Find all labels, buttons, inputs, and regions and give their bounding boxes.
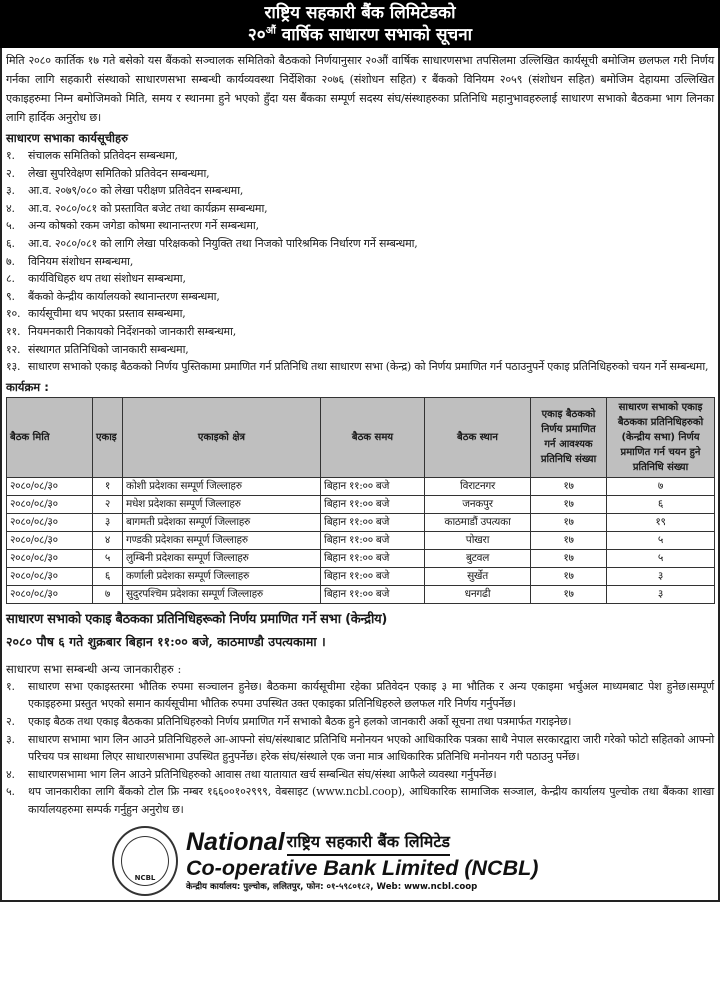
col-header-unit: एकाइ [93, 397, 123, 477]
cell-required-reps: १७ [531, 513, 607, 531]
header-title-line2 [0, 24, 720, 46]
agenda-item [6, 341, 714, 359]
col-header-time: बैठक समय [321, 397, 425, 477]
other-info-item [6, 713, 714, 731]
brand-english-name: Co-operative Bank Limited (NCBL) [186, 856, 539, 881]
logo-inner-ring [121, 836, 169, 886]
table-row [7, 585, 715, 603]
other-info-item-number: ४. [6, 767, 15, 781]
cell-time: बिहान ११:०० बजे [321, 567, 425, 585]
other-info-item-text: साधारणसभामा भाग लिन आउने प्रतिनिधिहरुको आवास तथा यातायात खर्च सम्बन्धित संघ/संस्था आफैले व्यवस्था गर्नुपर्नेछ। [28, 767, 497, 781]
schedule-header-row [7, 397, 715, 477]
cell-unit: ५ [93, 549, 123, 567]
agenda-item [6, 165, 714, 183]
cell-region: लुम्बिनी प्रदेशका सम्पूर्ण जिल्लाहरु [123, 549, 321, 567]
cell-time: बिहान ११:०० बजे [321, 495, 425, 513]
agenda-item [6, 323, 714, 341]
agenda-item [6, 270, 714, 288]
agenda-item [6, 235, 714, 253]
agenda-item-number: १३. [6, 360, 21, 374]
col-header-date: बैठक मिति [7, 397, 93, 477]
header-anniversary-number: २० [247, 25, 266, 45]
other-info-item-text: साधारण सभामा भाग लिन आउने प्रतिनिधिहरुले आ-आफ्नो संघ/संस्थाबाट प्रतिनिधि मनोनयन भएको आधिकारिक पत्रका साथै नेपाल सरकारद्वारा जारी गरेको फोटो सहितको आफ्नो परिचय पत्र साथमा लिएर साधारणसभामा उपस्थित हुनुपर्नेछ। हरेक संघ/संस्थाले एक जना मात्र आधिकारिक प्रतिनिधि मनोनयन गरी पठाउनु पर्नेछ। [28, 732, 714, 764]
col-header-region: एकाइको क्षेत्र [123, 397, 321, 477]
cell-selected-reps: ५ [607, 549, 715, 567]
other-info-list [6, 678, 714, 819]
notice-frame [0, 48, 720, 902]
cell-unit: ६ [93, 567, 123, 585]
brand-national: National [186, 828, 285, 857]
agenda-item [6, 358, 714, 376]
cell-date: २०८०/०८/३० [7, 495, 93, 513]
agenda-item-number: ४. [6, 201, 15, 215]
cell-time: बिहान ११:०० बजे [321, 549, 425, 567]
intro-paragraph: मिति २०८० कार्तिक १७ गते बसेको यस बैंकको सञ्चालक समितिको बैठकको निर्णयानुसार २०औं वार्षिक साधारणसभा तपसिलमा उल्लिखित कार्यसूची बमोजिम छलफल गरी निर्णय गर्नका लागि सहकारी संस्थाको साधारणसभा सम्बन्धी कार्यव्यवस्था निर्देशिका २०७६ (संशोधन सहित) र बैंकको विनियम २०५९ (संशोधन सहित) बमोजिम देहायमा उल्लिखित एकाइहरुमा निम्न बमोजिमको मिति, समय र स्थानमा हुने भएको हुँदा यस बैंकका सम्पूर्ण सदस्य संघ/संस्थाहरुका प्रतिनिधि महानुभावहरुलाई साधारण सभाको बैठकमा भाग लिनका लागि हार्दिक अनुरोध छ। [6, 54, 714, 124]
cell-region: कर्णाली प्रदेशका सम्पूर्ण जिल्लाहरु [123, 567, 321, 585]
agenda-item [6, 200, 714, 218]
cell-venue: विराटनगर [425, 477, 531, 495]
central-meeting-datetime: २०८० पौष ६ गते शुक्रबार बिहान ११:०० बजे, काठमाण्डौ उपत्यकामा । [6, 633, 326, 649]
brand-address: केन्द्रीय कार्यालय: पुल्चोक, ललितपुर, फोन: ०१-५९८०१८२, Web: www.ncbl.coop [186, 882, 478, 893]
agenda-item-number: ५. [6, 219, 15, 233]
cell-region: गण्डकी प्रदेशका सम्पूर्ण जिल्लाहरु [123, 531, 321, 549]
cell-date: २०८०/०८/३० [7, 513, 93, 531]
cell-selected-reps: ६ [607, 495, 715, 513]
schedule-table [6, 397, 715, 604]
other-info-item-text: थप जानकारीका लागि बैंकको टोल फ्रि नम्बर १६६००१०२९९९, वेबसाइट (www.ncbl.coop), आधिकारिक सामाजिक सञ्जाल, केन्द्रीय कार्यालय पुल्चोक तथा बैंकका शाखा कार्यालयहरुमा सम्पर्क गर्नुहुन अनुरोध छ। [28, 785, 714, 816]
table-row [7, 477, 715, 495]
notice-header [0, 0, 720, 48]
header-title-rest: वार्षिक साधारण सभाको सूचना [275, 25, 473, 45]
agenda-item-number: १२. [6, 342, 21, 356]
agenda-item-text: लेखा सुपरिवेक्षण समितिको प्रतिवेदन सम्बन्धमा, [28, 166, 210, 180]
cell-selected-reps: ५ [607, 531, 715, 549]
cell-region: सुदुरपश्चिम प्रदेशका सम्पूर्ण जिल्लाहरु [123, 585, 321, 603]
cell-unit: २ [93, 495, 123, 513]
table-row [7, 495, 715, 513]
table-row [7, 531, 715, 549]
other-info-item-number: २. [6, 714, 15, 728]
header-ordinal: औं [265, 25, 276, 37]
other-info-item-number: ५. [6, 785, 15, 799]
cell-region: कोशी प्रदेशका सम्पूर्ण जिल्लाहरु [123, 477, 321, 495]
agenda-item-text: कार्यविधिहरु थप तथा संशोधन सम्बन्धमा, [28, 272, 186, 286]
col-header-selected-reps: साधारण सभाको एकाइ बैठकका प्रतिनिधिहरुको (केन्द्रीय सभा) निर्णय प्रमाणित गर्न चयन हुने प्रतिनिधि संख्या [607, 397, 715, 477]
cell-required-reps: १७ [531, 477, 607, 495]
other-info-item [6, 783, 714, 818]
brand-nepali-name: राष्ट्रिय सहकारी बैंक लिमिटेड [287, 830, 450, 856]
agenda-item [6, 147, 714, 165]
agenda-item-text: अन्य कोषको रकम जगेडा कोषमा स्थानान्तरण गर्ने सम्बन्धमा, [28, 219, 259, 233]
other-info-title: साधारण सभा सम्बन्धी अन्य जानकारीहरु : [6, 661, 182, 676]
brand-block [186, 828, 538, 894]
cell-venue: काठमाडौं उपत्यका [425, 513, 531, 531]
cell-selected-reps: ३ [607, 567, 715, 585]
cell-time: बिहान ११:०० बजे [321, 585, 425, 603]
agenda-item-number: ९. [6, 289, 15, 303]
agenda-item-text: नियमनकारी निकायको निर्देशनको जानकारी सम्बन्धमा, [28, 324, 237, 338]
agenda-item-text: बैंकको केन्द्रीय कार्यालयको स्थानान्तरण सम्बन्धमा, [28, 289, 220, 303]
cell-region: मधेश प्रदेशका सम्पूर्ण जिल्लाहरु [123, 495, 321, 513]
cell-venue: सुर्खेत [425, 567, 531, 585]
table-row [7, 513, 715, 531]
other-info-item-number: १. [6, 679, 15, 693]
table-row [7, 567, 715, 585]
other-info-item-number: ३. [6, 732, 15, 746]
agenda-item [6, 182, 714, 200]
agenda-item [6, 305, 714, 323]
cell-venue: पोखरा [425, 531, 531, 549]
cell-unit: ३ [93, 513, 123, 531]
cell-venue: धनगढी [425, 585, 531, 603]
agenda-item-text: आ.व. २०८०/०८१ को लागि लेखा परिक्षकको नियुक्ति तथा निजको पारिश्रमिक निर्धारण गर्ने सम्बन्धमा, [28, 236, 418, 250]
cell-time: बिहान ११:०० बजे [321, 513, 425, 531]
cell-date: २०८०/०८/३० [7, 531, 93, 549]
cell-venue: जनकपुर [425, 495, 531, 513]
agenda-item-number: ६. [6, 236, 15, 250]
cell-date: २०८०/०८/३० [7, 567, 93, 585]
agenda-item-text: विनियम संशोधन सम्बन्धमा, [28, 254, 134, 268]
header-title-line1: राष्ट्रिय सहकारी बैंक लिमिटेडको [264, 3, 456, 23]
other-info-item-text: एकाइ बैठक तथा एकाइ बैठकका प्रतिनिधिहरुको निर्णय प्रमाणित गर्ने सभाको बैठक हुने हलको जानकारी अर्को सूचना तथा पत्रमार्फत गराइनेछ। [28, 714, 572, 728]
agenda-title: साधारण सभाका कार्यसूचीहरु [6, 131, 128, 145]
cell-unit: ७ [93, 585, 123, 603]
cell-venue: बुटवल [425, 549, 531, 567]
agenda-item-number: ७. [6, 254, 15, 268]
cell-date: २०८०/०८/३० [7, 585, 93, 603]
other-info-item [6, 678, 714, 713]
cell-time: बिहान ११:०० बजे [321, 477, 425, 495]
cell-region: बागमती प्रदेशका सम्पूर्ण जिल्लाहरु [123, 513, 321, 531]
logo-text: NCBL [134, 874, 156, 883]
agenda-item [6, 253, 714, 271]
col-header-required-reps: एकाइ बैठकको निर्णय प्रमाणित गर्न आवश्यक प्रतिनिधि संख्या [531, 397, 607, 477]
cell-required-reps: १७ [531, 549, 607, 567]
agenda-item-text: संस्थागत प्रतिनिधिको जानकारी सम्बन्धमा, [28, 342, 189, 356]
other-info-item [6, 731, 714, 766]
col-header-venue: बैठक स्थान [425, 397, 531, 477]
agenda-item [6, 217, 714, 235]
agenda-list [6, 147, 714, 376]
cell-required-reps: १७ [531, 585, 607, 603]
cell-required-reps: १७ [531, 531, 607, 549]
cell-selected-reps: ३ [607, 585, 715, 603]
agenda-item-text: कार्यसूचीमा थप भएका प्रस्ताव सम्बन्धमा, [28, 307, 186, 321]
agenda-item-number: ११. [6, 324, 21, 338]
other-info-item-text: साधारण सभा एकाइस्तरमा भौतिक रुपमा सञ्चालन हुनेछ। बैठकमा कार्यसूचीमा रहेका प्रतिवेदन एकाइ ३ मा भौतिक र अन्य एकाइमा भर्चुअल माध्यमबाट पेश हुनेछ।सम्पूर्ण एकाइहरुमा प्रस्तुत भएको समान कार्यसूचीमा भौतिक रुपमा उपस्थित उक्त एकाइका प्रतिनिधिहरुले छलफल गरि निर्णय गर्नुपर्नेछ। [28, 679, 714, 711]
agenda-item [6, 288, 714, 306]
agenda-item-number: १. [6, 149, 15, 162]
cell-date: २०८०/०८/३० [7, 477, 93, 495]
bank-logo-icon [112, 826, 178, 896]
cell-date: २०८०/०८/३० [7, 549, 93, 567]
agenda-item-number: १०. [6, 307, 21, 321]
agenda-item-text: आ.व. २०८०/०८१ को प्रस्तावित बजेट तथा कार्यक्रम सम्बन्धमा, [28, 201, 268, 215]
cell-unit: १ [93, 477, 123, 495]
cell-selected-reps: ७ [607, 477, 715, 495]
central-meeting-title: साधारण सभाको एकाइ बैठकका प्रतिनिधिहरूको निर्णय प्रमाणित गर्ने सभा (केन्द्रीय) [6, 611, 387, 627]
agenda-item-number: ३. [6, 184, 15, 198]
brand-row [186, 828, 538, 856]
cell-time: बिहान ११:०० बजे [321, 531, 425, 549]
cell-required-reps: १७ [531, 567, 607, 585]
cell-unit: ४ [93, 531, 123, 549]
agenda-item-text: संचालक समितिको प्रतिवेदन सम्बन्धमा, [28, 149, 178, 162]
agenda-item-number: ८. [6, 272, 15, 286]
agenda-item-number: २. [6, 166, 15, 180]
other-info-item [6, 766, 714, 784]
schedule-title: कार्यक्रम : [6, 379, 49, 394]
cell-required-reps: १७ [531, 495, 607, 513]
table-row [7, 549, 715, 567]
section-gap [6, 652, 714, 658]
agenda-item-text: आ.व. २०७९/०८० को लेखा परीक्षण प्रतिवेदन सम्बन्धमा, [28, 184, 244, 198]
cell-selected-reps: १९ [607, 513, 715, 531]
agenda-item-text: साधारण सभाको एकाइ बैठकको निर्णय पुस्तिकामा प्रमाणित गर्न प्रतिनिधि तथा साधारण सभा (केन्द्र) को निर्णय प्रमाणित गर्न पठाउनुपर्ने एकाइ प्रतिनिधिहरुको चयन गर्ने सम्बन्धमा, [28, 360, 709, 374]
footer-brand [6, 818, 714, 900]
